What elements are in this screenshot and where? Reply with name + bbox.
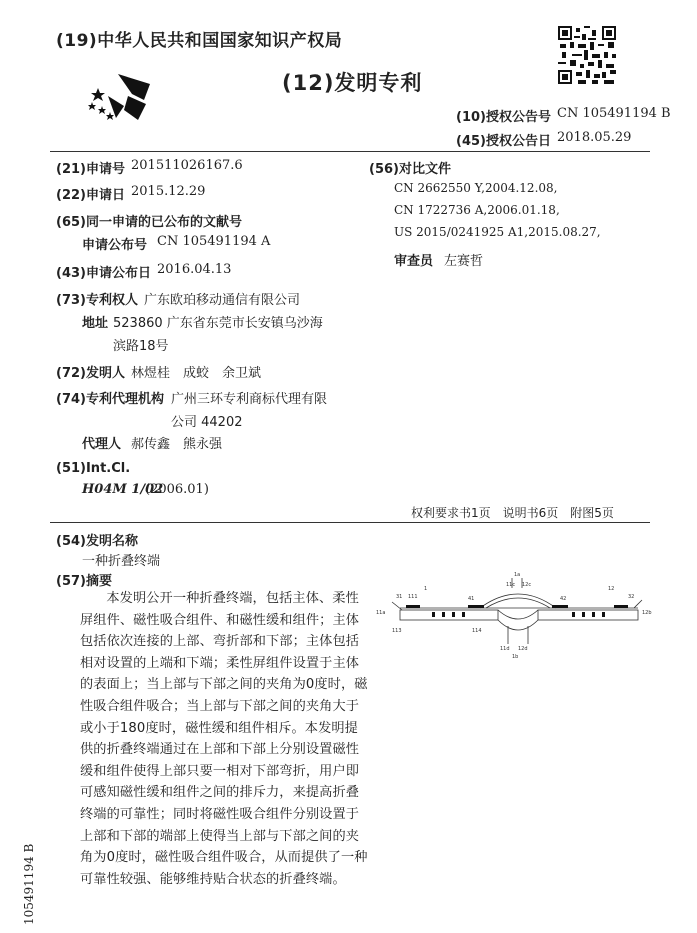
cited-ref-2: CN 1722736 A,2006.01.18, <box>394 203 560 217</box>
patent-figure <box>372 570 662 660</box>
examiner-value: 左赛哲 <box>444 254 484 269</box>
prior-pub-label: (65)同一申请的已公布的文献号 <box>56 215 242 230</box>
doc-type: (12)发明专利 <box>282 71 423 95</box>
fig-label-11c: 11c <box>506 582 516 588</box>
grant-pub-no-label: (10)授权公告号 <box>456 110 551 125</box>
address-label: 地址 <box>82 316 109 331</box>
app-date-label: (22)申请日 <box>56 188 125 203</box>
owner-value: 广东欧珀移动通信有限公司 <box>144 293 301 308</box>
fig-label-113: 113 <box>392 628 402 634</box>
examiner-label: 审查员 <box>394 254 434 269</box>
pub-date-value: 2016.04.13 <box>157 262 232 277</box>
inventor-value: 林煜桂 成蛟 余卫斌 <box>131 366 262 381</box>
header-divider <box>50 151 650 152</box>
side-patent-number-block <box>22 845 38 925</box>
side-patent-number: 105491194 B <box>22 843 36 925</box>
grant-pub-no-value: CN 105491194 B <box>557 106 671 121</box>
agent-value: 郝传鑫 熊永强 <box>131 437 223 452</box>
fig-label-12c: 12c <box>522 582 532 588</box>
abstract-text: 本发明公开一种折叠终端，包括主体、柔性屏组件、磁性吸合组件、和磁性缓和组件；主体包括依次连接的上部、弯折部和下部；主体包括相对设置的上端和下端；柔性屏组件设置于主体的表面上；当上部与下部之间的夹角为0度时，磁性吸合组件吸合；当上部与下部之间的夹角大于或小于180度时，磁性缓和组件相斥。本发明提供的折叠终端通过在上部和下部上分别设置磁性缓和组件使得上部只要一相对下部弯折，用户即可感知磁性缓和组件之间的排斥力，来提高折叠终端的可靠性；同时将磁性吸合组件分别设置于上部和下部的端部上使得当上部与下部之间的夹角为0度时，磁性吸合组件吸合，从而提供了一种可靠性较强、能够维持贴合状态的折叠终端。 <box>80 591 368 887</box>
abstract-label: (57)摘要 <box>56 574 112 589</box>
app-no-value: 201511026167.6 <box>131 158 243 173</box>
fig-label-12: 12 <box>608 586 615 592</box>
cnipa-logo-icon <box>88 66 168 126</box>
app-no-label: (21)申请号 <box>56 162 125 177</box>
office-name: (19)中华人民共和国国家知识产权局 <box>56 31 343 51</box>
cited-ref-3: US 2015/0241925 A1,2015.08.27, <box>394 225 601 239</box>
fig-label-31: 31 <box>396 594 403 600</box>
intcl-version: (2006.01) <box>145 482 209 497</box>
owner-label: (73)专利权人 <box>56 293 138 308</box>
agency-label: (74)专利代理机构 <box>56 392 164 407</box>
fig-label-41: 41 <box>468 596 475 602</box>
title-value: 一种折叠终端 <box>82 554 161 569</box>
fig-label-1a: 1a <box>514 572 521 578</box>
fig-label-42: 42 <box>560 596 567 602</box>
agent-label: 代理人 <box>82 437 122 452</box>
inventor-label: (72)发明人 <box>56 366 125 381</box>
qr-code-icon <box>558 26 616 84</box>
address-line2: 滨路18号 <box>113 339 169 354</box>
app-date-value: 2015.12.29 <box>131 184 206 199</box>
section-divider <box>50 522 650 523</box>
intcl-label: (51)Int.Cl. <box>56 461 131 476</box>
grant-pub-date-value: 2018.05.29 <box>557 130 632 145</box>
agency-line1: 广州三环专利商标代理有限 <box>171 392 328 407</box>
title-label: (54)发明名称 <box>56 534 138 549</box>
prior-pub-value: CN 105491194 A <box>157 234 271 249</box>
fig-label-12b: 12b <box>642 610 652 616</box>
abstract-text-block <box>80 588 370 890</box>
fig-label-11d: 11d <box>500 646 510 652</box>
fig-label-1b: 1b <box>512 654 519 660</box>
cited-label: (56)对比文件 <box>369 162 451 177</box>
cited-ref-1: CN 2662550 Y,2004.12.08, <box>394 181 558 195</box>
fig-label-1: 1 <box>424 586 428 592</box>
pub-date-label: (43)申请公布日 <box>56 266 151 281</box>
pages-info: 权利要求书1页 说明书6页 附图5页 <box>411 506 614 520</box>
fig-label-111: 111 <box>408 594 418 600</box>
intcl-code: H04M 1/02 <box>82 482 164 497</box>
fig-label-114: 114 <box>472 628 482 634</box>
agency-line2: 公司 44202 <box>171 415 243 430</box>
fig-label-32: 32 <box>628 594 635 600</box>
prior-pub-sub-label: 申请公布号 <box>82 238 148 253</box>
address-line1: 523860 广东省东莞市长安镇乌沙海 <box>113 316 323 331</box>
grant-pub-date-label: (45)授权公告日 <box>456 134 551 149</box>
fig-label-11a: 11a <box>376 610 386 616</box>
fig-label-12d: 12d <box>518 646 528 652</box>
